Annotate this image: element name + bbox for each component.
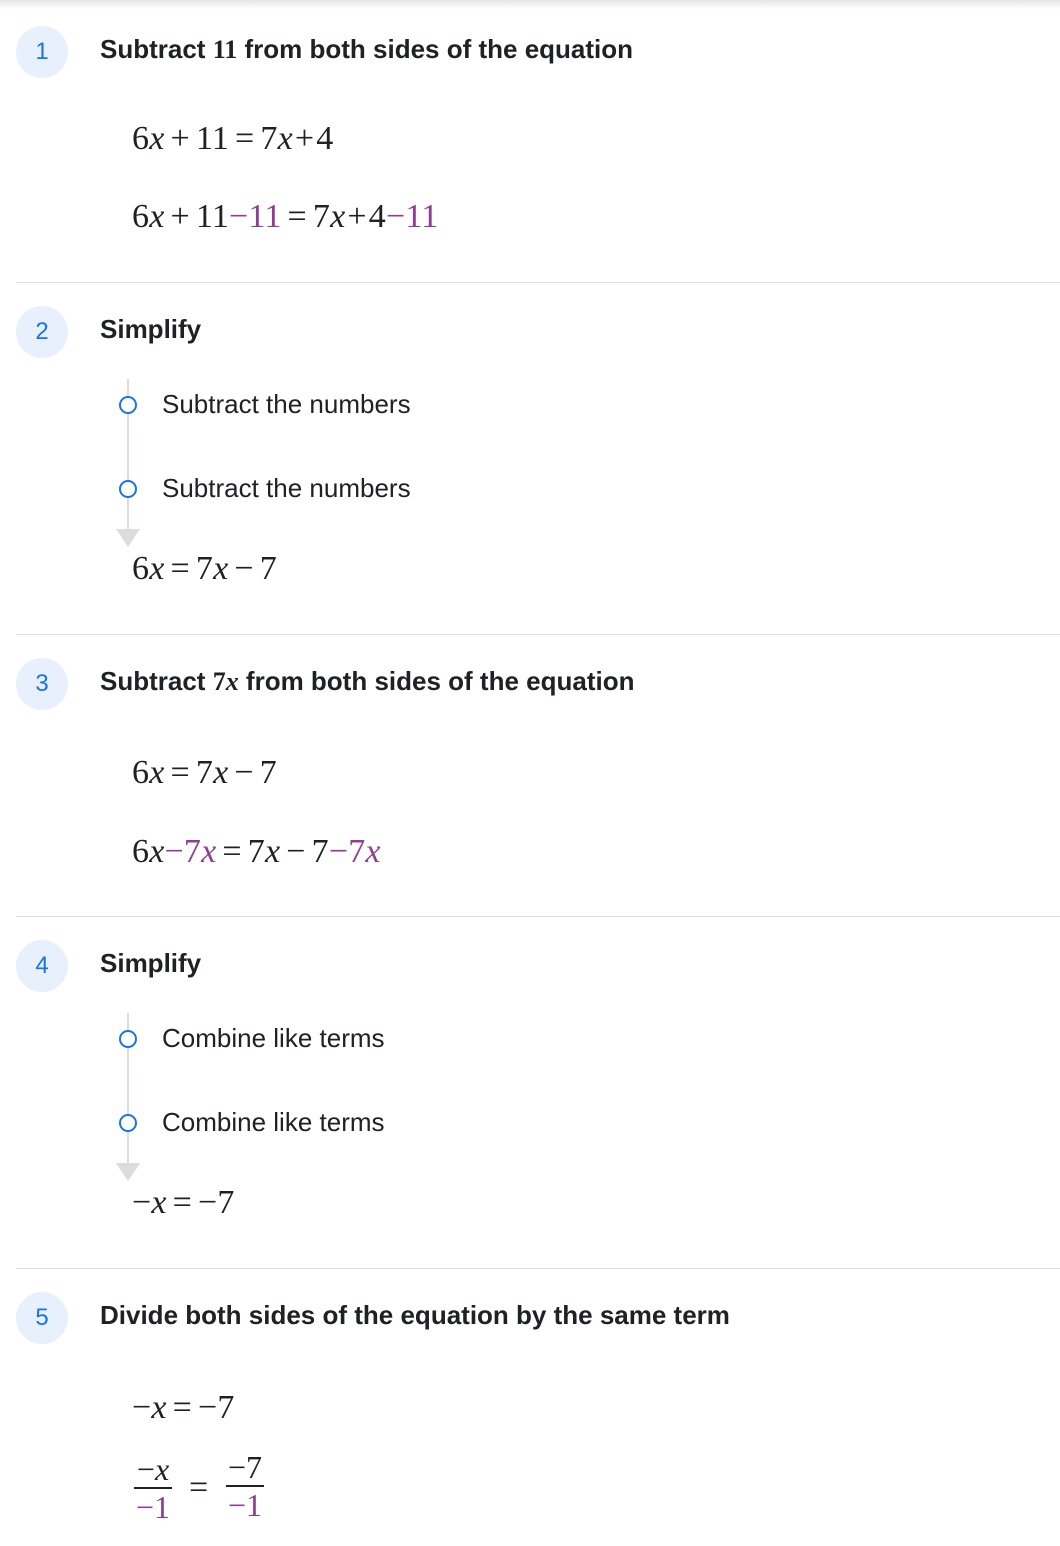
step-title[interactable]: Divide both sides of the equation by the same term bbox=[100, 1300, 730, 1330]
step-title-text: Subtract bbox=[100, 34, 213, 64]
equation-result: 6x = 7x − 7 bbox=[132, 550, 277, 587]
timeline-dot-icon[interactable] bbox=[119, 396, 137, 414]
step-title-text: from both sides of the equation bbox=[238, 666, 635, 696]
step-number-badge: 3 bbox=[16, 658, 68, 710]
step-3 bbox=[16, 635, 1060, 917]
step-number-badge: 5 bbox=[16, 1292, 68, 1344]
substep-label[interactable]: Combine like terms bbox=[162, 1023, 385, 1053]
equation-original: 6x = 7x − 7 bbox=[132, 754, 277, 791]
highlight-term: −11 bbox=[229, 198, 282, 235]
step-title-math: 7x bbox=[212, 667, 239, 696]
substep-label[interactable]: Combine like terms bbox=[162, 1107, 385, 1137]
step-title[interactable]: Simplify bbox=[100, 948, 202, 978]
timeline-dot-icon[interactable] bbox=[119, 1114, 137, 1132]
substep-label[interactable]: Subtract the numbers bbox=[162, 473, 411, 503]
equation-result: −x = −7 bbox=[132, 1184, 235, 1221]
highlight-term: −7x bbox=[164, 833, 217, 870]
timeline-dot-icon[interactable] bbox=[119, 1030, 137, 1048]
equation-original: 6x + 11 = 7x+4 bbox=[132, 120, 334, 157]
highlight-term: −7x bbox=[328, 833, 381, 870]
step-title[interactable]: Simplify bbox=[100, 314, 202, 344]
step-number-badge: 4 bbox=[16, 940, 68, 992]
step-number-badge: 1 bbox=[16, 26, 68, 78]
timeline-dot-icon[interactable] bbox=[119, 480, 137, 498]
top-shadow bbox=[0, 0, 1060, 10]
equation-original: −x = −7 bbox=[132, 1389, 235, 1426]
step-2 bbox=[16, 283, 1060, 635]
step-title-text: from both sides of the equation bbox=[237, 34, 634, 64]
highlight-term: −11 bbox=[385, 198, 439, 235]
fraction-numerator: −7 bbox=[228, 1449, 263, 1485]
equation-step: 6x + 11−11 = 7x+4−11 bbox=[132, 198, 439, 235]
fraction-left bbox=[134, 1451, 172, 1525]
step-title[interactable] bbox=[100, 34, 633, 65]
step-number-badge: 2 bbox=[16, 306, 68, 358]
fraction-right bbox=[226, 1449, 264, 1523]
step-1 bbox=[16, 22, 1060, 283]
step-4 bbox=[16, 917, 1060, 1269]
equals-sign: = bbox=[189, 1469, 209, 1506]
arrow-down-icon bbox=[116, 529, 140, 547]
equation-step: 6x−7x = 7x − 7−7x bbox=[132, 833, 381, 870]
fraction-denominator: −1 bbox=[228, 1487, 263, 1523]
fraction-denominator: −1 bbox=[136, 1489, 171, 1525]
fraction-numerator: −x bbox=[136, 1451, 170, 1487]
step-5 bbox=[16, 1269, 1060, 1546]
step-title[interactable] bbox=[100, 666, 634, 697]
substep-label[interactable]: Subtract the numbers bbox=[162, 389, 411, 419]
step-title-math: 11 bbox=[212, 35, 238, 64]
arrow-down-icon bbox=[116, 1163, 140, 1181]
step-title-text: Subtract bbox=[100, 666, 213, 696]
